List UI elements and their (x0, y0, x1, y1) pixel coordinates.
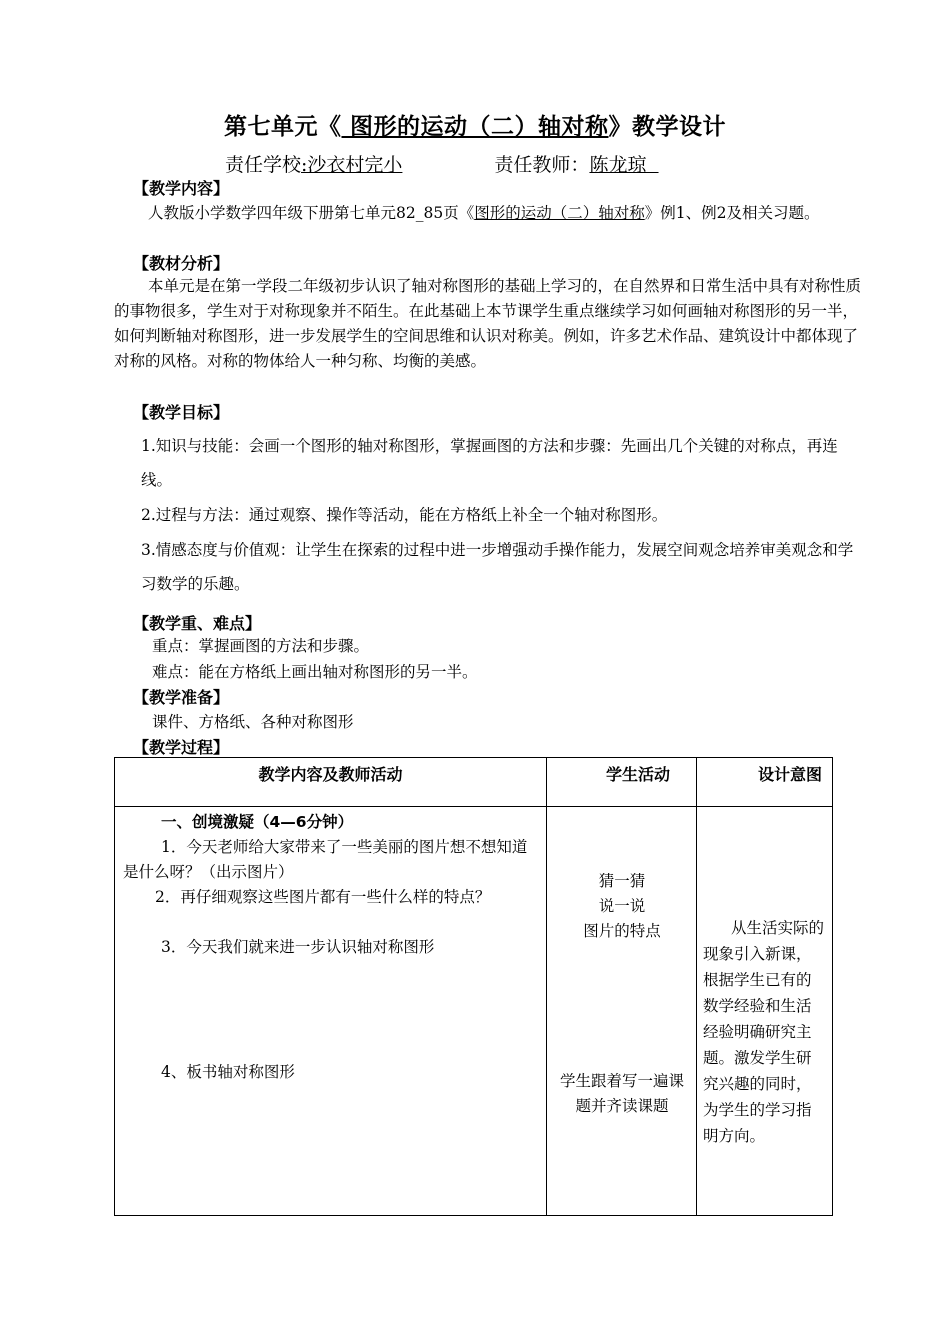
content-text-link: 图形的运动（二）轴对称 (474, 204, 645, 222)
school-label: 责任学校 (225, 154, 302, 176)
school-value: :沙衣村完小 (301, 154, 403, 176)
analysis-text: 本单元是在第一学段二年级初步认识了轴对称图形的基础上学习的，在自然界和日常生活中具有对称性质的事物很多，学生对于对称现象并不陌生。在此基础上本节课学生重点继续学习如何画轴对称图形的另一半，如何判断轴对称图形，进一步发展学生的空间思维和认识对称美。例如，许多艺术作品、建筑设计中都体现了对称的风格。对称的物体给人一种匀称、均衡的美感。 (114, 277, 862, 370)
header-student: 学生活动 (547, 758, 697, 807)
teacher-item-2: 2．再仔细观察这些图片都有一些什么样的特点？ (155, 888, 491, 906)
teacher-label: 责任教师： (494, 154, 590, 176)
student-line-3: 图片的特点 (583, 922, 661, 940)
teacher-item-3: 3．今天我们就来进一步认识轴对称图形 (161, 938, 435, 956)
key-point: 重点：掌握画图的方法和步骤。 (152, 637, 370, 655)
teacher-item-4: 4、板书轴对称图形 (161, 1063, 295, 1081)
teacher-item-1: 1．今天老师给大家带来了一些美丽的图片想不想知道是什么呀？（出示图片） (123, 838, 528, 881)
goal-1: 1.知识与技能：会画一个图形的轴对称图形，掌握画图的方法和步骤：先画出几个关键的对称点，再连线。 (141, 437, 838, 489)
table-header-row (115, 758, 833, 807)
goals-heading: 【教学目标】 (133, 403, 230, 422)
header-teacher: 教学内容及教师活动 (115, 758, 547, 807)
difficult-point: 难点：能在方格纸上画出轴对称图形的另一半。 (152, 663, 478, 681)
content-text: 人教版小学数学四年级下册第七单元82_85页《图形的运动（二）轴对称》例1、例2及相关习题。 (148, 204, 820, 222)
student-line-2: 说一说 (598, 897, 646, 915)
keypoints-heading: 【教学重、难点】 (133, 614, 262, 633)
goal-2: 2.过程与方法：通过观察、操作等活动，能在方格纸上补全一个轴对称图形。 (141, 506, 668, 524)
process-heading: 【教学过程】 (133, 738, 230, 757)
title-suffix: 》教学设计 (608, 114, 726, 140)
intent-text: 从生活实际的现象引入新课，根据学生已有的数学经验和生活经验明确研究主题。激发学生研究兴趣的同时，为学生的学习指明方向。 (703, 919, 825, 1145)
student-line-1: 猜一猜 (598, 872, 646, 890)
student-line-4: 学生跟着写一遍课题并齐读课题 (559, 1072, 684, 1115)
stage-title: 一、创境激疑（4—6分钟） (161, 813, 354, 831)
prep-heading: 【教学准备】 (133, 688, 230, 707)
content-heading: 【教学内容】 (133, 179, 230, 198)
analysis-heading: 【教材分析】 (133, 254, 230, 273)
prep-text: 课件、方格纸、各种对称图形 (152, 713, 354, 731)
process-table (114, 757, 833, 1216)
teacher-value: 陈龙琼 (589, 154, 659, 176)
student-cell (547, 807, 697, 1216)
document-title (0, 108, 950, 141)
title-underlined: 图形的运动（二）轴对称 (341, 114, 609, 140)
table-row (115, 807, 833, 1216)
byline (225, 150, 659, 177)
header-intent: 设计意图 (697, 758, 833, 807)
teacher-cell (115, 807, 547, 1216)
intent-cell (697, 807, 833, 1216)
goal-3: 3.情感态度与价值观：让学生在探索的过程中进一步增强动手操作能力，发展空间观念培养审美观念和学习数学的乐趣。 (141, 541, 854, 593)
title-prefix: 第七单元《 (223, 114, 342, 140)
